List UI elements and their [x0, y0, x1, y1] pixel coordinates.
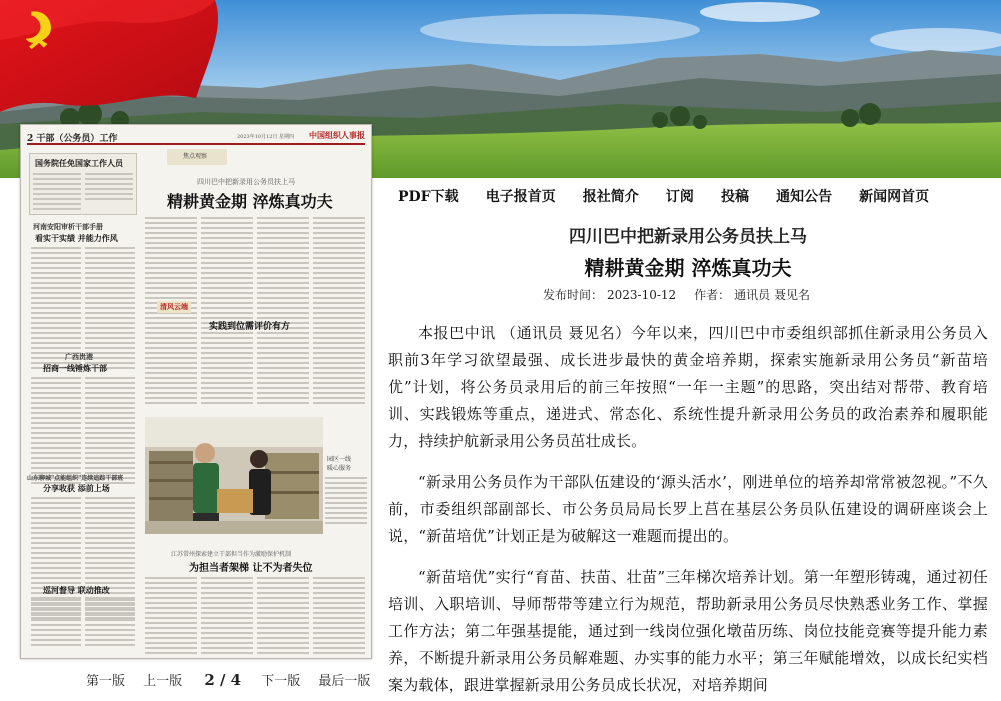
story-headline[interactable]: 实践到位需评价有方 [209, 322, 291, 332]
text-column [313, 217, 365, 407]
next-page-link[interactable]: 下一版 [261, 674, 301, 689]
nav-subscribe[interactable]: 订阅 [665, 189, 694, 205]
nav-pdf-download[interactable]: PDF下载 [398, 189, 459, 205]
nav-about[interactable]: 报社简介 [582, 189, 639, 205]
focus-label: 焦点观察 [167, 149, 227, 165]
masthead-logo: 中国组织人事报 [309, 130, 365, 140]
text-column [313, 577, 365, 657]
nav-news-home[interactable]: 新闻网首页 [859, 189, 930, 205]
first-page-link[interactable]: 第一版 [86, 674, 126, 689]
page-pager [86, 670, 384, 690]
story-headline: 招商一线锤炼干部 [43, 363, 107, 373]
article [388, 222, 988, 701]
text-column [85, 599, 135, 649]
story-subtitle: 江苏常州探索建立干部担当作为激励保护机制 [171, 551, 292, 558]
text-column [257, 217, 309, 407]
nav-submit[interactable]: 投稿 [720, 189, 749, 205]
current-page-indicator: 2 / 4 [204, 671, 242, 689]
story-headline: 河南安阳审析干部手册 [33, 222, 103, 231]
top-nav [398, 186, 951, 208]
text-column [325, 477, 367, 527]
nav-epaper-home[interactable]: 电子报首页 [485, 189, 556, 205]
text-column [33, 173, 81, 213]
feature-headline[interactable]: 精耕黄金期 淬炼真功夫 [167, 192, 333, 211]
issue-date: 2023年10月12日 星期四 [237, 134, 295, 140]
story-headline: 巡河督导 联动推改 [43, 585, 110, 595]
article-paragraph: “新苗培优”实行“育苗、扶苗、壮苗”三年梯次培养计划。第一年塑形铸魂，通过初任培训、入职培训、导师帮带等建立行为规范，帮助新录用公务员尽快熟悉业务工作、掌握工作方法；第二年强基提能，通过到一线岗位强化墩苗历练、岗位技能竞赛等提升能力素养，不断提升新录用公务员解难题、办实事的能力水平；第三年赋能增效，以成长纪实档案为载体，跟进掌握新录用公务员成长状况，对培养期间 [388, 568, 988, 694]
text-column [201, 577, 253, 657]
text-column [85, 173, 133, 203]
news-photo[interactable] [145, 417, 323, 534]
nav-notices[interactable]: 通知公告 [776, 189, 833, 205]
publish-label: 发布时间： [542, 288, 603, 302]
text-column [31, 599, 81, 649]
article-paragraph: 本报巴中讯 （通讯员 聂见名）今年以来，四川巴中市委组织部抓住新录用公务员入职前3年学习欲望最强、成长进步最快的黄金培养期，探索实施新录用公务员“新苗培优”计划，将公务员录用后的前三年按照“一年一主题”的思路，突出结对帮带、教育培训、实践锻炼等重点，递进式、常态化、系统性提升新录用公务员的政治素养和履职能力，持续护航新录用公务员茁壮成长。 [388, 324, 988, 450]
photo-side-note: 园区一线 暖心服务 [327, 456, 352, 472]
last-page-link[interactable]: 最后一版 [318, 674, 371, 689]
newspaper-page-thumbnail[interactable] [20, 124, 372, 659]
section-name: 2 干部（公务员）工作 [27, 134, 118, 144]
article-body [388, 320, 988, 699]
article-paragraph: “新录用公务员作为干部队伍建设的‘源头活水’，刚进单位的培养却常常被忽视。”不久前，市委组织部副部长、市公务员局局长罗上莒在基层公务员队伍建设的调研座谈会上说，“新苗培优”计划正是为破解这一难题而提出的。 [388, 473, 988, 545]
story-headline: 国务院任免国家工作人员 [35, 158, 123, 168]
text-column [85, 377, 135, 487]
story-headline: 分享收获 添前上场 [43, 483, 110, 493]
publish-date: 2023-10-12 [606, 288, 677, 302]
text-column [201, 217, 253, 407]
author-label: 作者： [694, 288, 731, 302]
article-meta [388, 286, 988, 306]
page-header [27, 131, 365, 145]
story-headline[interactable]: 为担当者架梯 让不为者失位 [189, 563, 313, 574]
article-kicker: 四川巴中把新录用公务员扶上马 [569, 227, 807, 247]
feature-kicker: 四川巴中把新录用公务员扶上马 [197, 178, 295, 186]
story-headline: 广西贵港 [65, 352, 93, 361]
text-column [145, 577, 197, 657]
article-title: 精耕黄金期 淬炼真功夫 [584, 256, 792, 280]
story-headline: 山东聊城"点能组织"连续追踪干部班 [27, 475, 124, 482]
column-label: 清风云端 [157, 301, 191, 313]
author-name: 通讯员 聂见名 [734, 288, 810, 302]
text-column [257, 577, 309, 657]
prev-page-link[interactable]: 上一版 [143, 674, 183, 689]
story-headline: 看实干实绩 并能力作风 [35, 233, 118, 243]
text-column [31, 377, 81, 487]
